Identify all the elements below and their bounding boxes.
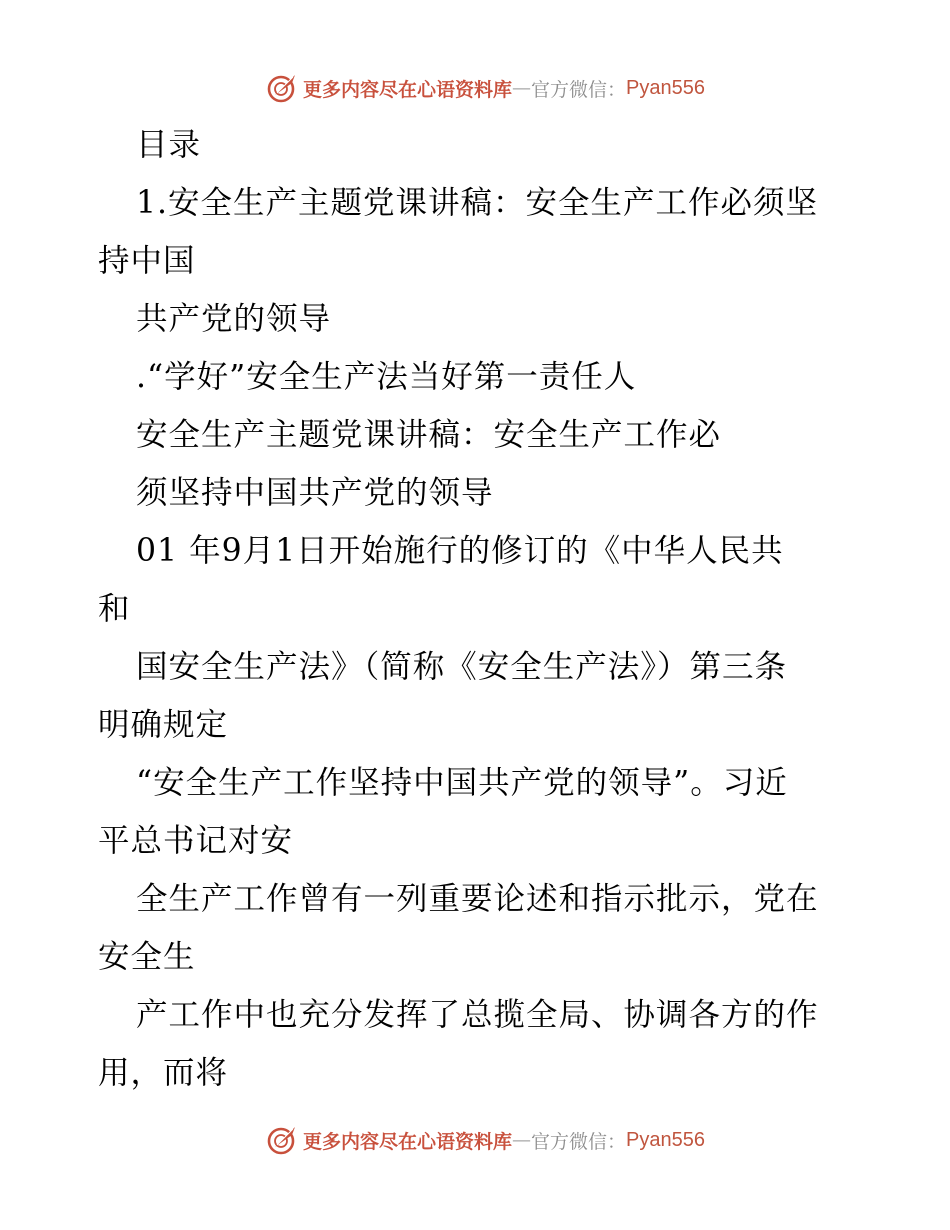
watermark-group [265,1123,705,1157]
text-line: 安全生产主题党课讲稿：安全生产工作必 [136,417,722,453]
text-line: 平总书记对安 [98,823,294,859]
text-line: 须坚持中国共产党的领导 [136,475,494,511]
quill-logo-icon [265,71,299,105]
watermark-wechat-id: Pyan556 [626,76,705,99]
text-line: 国安全生产法》（简称《安全生产法》）第三条 [136,649,788,685]
watermark-wechat-label: 官方微信： [531,1130,627,1153]
watermark-wechat-id: Pyan556 [626,1128,705,1151]
footer-watermark [0,1118,950,1162]
watermark-dash: — [512,1129,532,1151]
text-line: 用，而将 [98,1055,229,1091]
quill-logo-icon [265,1123,299,1157]
text-line: 共产党的领导 [136,301,332,337]
watermark-brand: 更多内容尽在心语资料库 [303,1130,513,1153]
header-watermark [0,66,950,110]
document-body [98,116,858,1102]
watermark-dash: — [512,77,532,99]
text-line: 和 [98,591,131,627]
text-line: “安全生产工作坚持中国共产党的领导”。习近 [136,765,788,801]
text-line: 持中国 [98,243,196,279]
text-line: 1.安全生产主题党课讲稿：安全生产工作必须坚 [136,185,819,221]
text-line: 安全生 [98,939,196,975]
text-line: 全生产工作曾有一列重要论述和指示批示，党在 [136,881,819,917]
watermark-brand: 更多内容尽在心语资料库 [303,78,513,101]
watermark-wechat-label: 官方微信： [531,78,627,101]
text-line: 01 年9月1日开始施行的修订的《中华人民共 [136,533,784,569]
text-line: 目录 [136,127,202,163]
text-line: .“学好”安全生产法当好第一责任人 [136,359,637,395]
text-line: 明确规定 [98,707,229,743]
watermark-group [265,71,705,105]
text-line: 产工作中也充分发挥了总揽全局、协调各方的作 [136,997,819,1033]
